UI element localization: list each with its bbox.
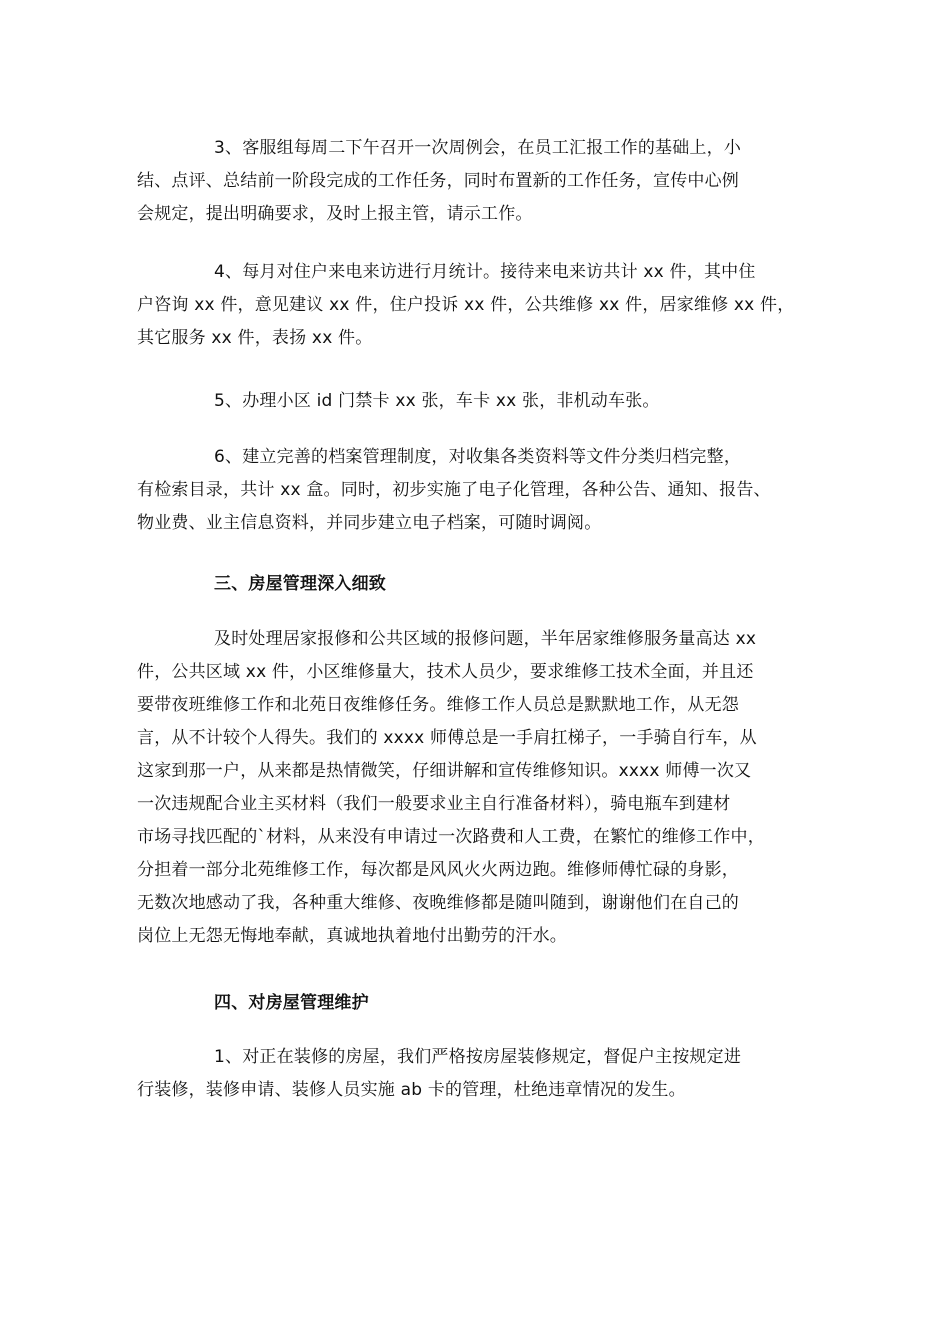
paragraph-line: 及时处理居家报修和公共区域的报修问题，半年居家维修服务量高达 xx [214,629,757,649]
paragraph-line: 言，从不计较个人得失。我们的 xxxx 师傅总是一手肩扛梯子，一手骑自行车，从 [137,728,757,748]
paragraph-line: 1、对正在装修的房屋，我们严格按房屋装修规定，督促户主按规定进 [214,1047,742,1067]
paragraph-line: 要带夜班维修工作和北苑日夜维修任务。维修工作人员总是默默地工作，从无怨 [137,695,739,715]
section-heading-4: 四、对房屋管理维护 [214,993,369,1013]
paragraph-line: 岗位上无怨无悔地奉献，真诚地执着地付出勤劳的汗水。 [137,926,567,946]
section-heading-3: 三、房屋管理深入细致 [214,574,386,594]
paragraph-line: 有检索目录，共计 xx 盒。同时，初步实施了电子化管理，各种公告、通知、报告、 [137,480,771,500]
paragraph-line: 6、建立完善的档案管理制度，对收集各类资料等文件分类归档完整， [214,447,742,467]
paragraph-item-1-renovation [137,1041,827,1107]
paragraph-line: 物业费、业主信息资料，并同步建立电子档案，可随时调阅。 [137,513,602,533]
paragraph-line: 5、办理小区 id 门禁卡 xx 张，车卡 xx 张，非机动车张。 [214,391,660,411]
paragraph-line: 分担着一部分北苑维修工作，每次都是风风火火两边跑。维修师傅忙碌的身影， [137,860,739,880]
paragraph-line: 3、客服组每周二下午召开一次周例会，在员工汇报工作的基础上，小 [214,138,742,158]
paragraph-line: 一次违规配合业主买材料（我们一般要求业主自行准备材料），骑电瓶车到建材 [137,794,731,814]
paragraph-line: 4、每月对住户来电来访进行月统计。接待来电来访共计 xx 件，其中住 [214,262,756,282]
paragraph-line: 这家到那一户，从来都是热情微笑，仔细讲解和宣传维修知识。xxxx 师傅一次又 [137,761,752,781]
paragraph-line: 会规定，提出明确要求，及时上报主管，请示工作。 [137,204,533,224]
paragraph-item-5 [137,385,827,418]
paragraph-repair [137,623,827,953]
paragraph-item-6 [137,441,827,540]
paragraph-line: 行装修，装修申请、装修人员实施 ab 卡的管理，杜绝违章情况的发生。 [137,1080,686,1100]
paragraph-line: 市场寻找匹配的`材料，从来没有申请过一次路费和人工费，在繁忙的维修工作中， [137,827,765,847]
paragraph-line: 其它服务 xx 件，表扬 xx 件。 [137,328,373,348]
paragraph-line: 户咨询 xx 件，意见建议 xx 件，住户投诉 xx 件，公共维修 xx 件，居家维修 xx 件， [137,295,795,315]
paragraph-item-4 [137,256,827,355]
paragraph-item-3 [137,132,827,231]
paragraph-line: 结、点评、总结前一阶段完成的工作任务，同时布置新的工作任务，宣传中心例 [137,171,739,191]
paragraph-line: 件，公共区域 xx 件，小区维修量大，技术人员少，要求维修工技术全面，并且还 [137,662,754,682]
paragraph-line: 无数次地感动了我，各种重大维修、夜晚维修都是随叫随到，谢谢他们在自己的 [137,893,739,913]
